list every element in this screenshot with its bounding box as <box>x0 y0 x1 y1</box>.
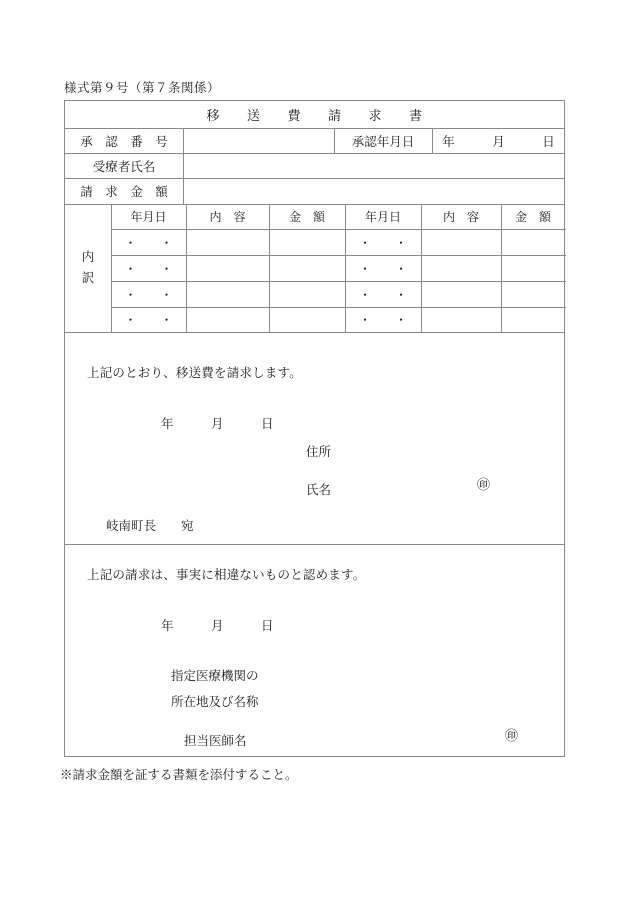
table-row-3-date-right[interactable]: ・ ・ <box>358 287 407 302</box>
claimant-statement: 上記のとおり、移送費を請求します。 <box>87 365 302 380</box>
claimant-seal-icon: ㊞ <box>477 478 491 493</box>
claimant-address-label: 住所 <box>306 444 332 459</box>
rule-breakdown-col-4 <box>421 204 422 332</box>
table-row-1-content-left[interactable] <box>186 229 269 255</box>
breakdown-side-label <box>65 204 111 332</box>
table-row-3-content-left[interactable] <box>186 281 269 307</box>
rule-approval-date-value-col <box>432 128 433 153</box>
breakdown-col-header-date-left: 年月日 <box>130 210 167 224</box>
rule-breakdown-col-1 <box>186 204 187 332</box>
table-row-4-amount-left[interactable] <box>269 307 345 332</box>
rule-breakdown-col-5 <box>501 204 502 332</box>
claimant-name-label: 氏名 <box>306 482 332 497</box>
form-number: 様式第９号（第７条関係） <box>64 80 221 95</box>
table-row-1-date-right[interactable]: ・ ・ <box>358 235 407 250</box>
rule-patient-label-col <box>183 153 184 178</box>
table-row-2-content-right[interactable] <box>421 255 501 281</box>
rule-approval-date-col <box>334 128 335 153</box>
table-row-2-date-right[interactable]: ・ ・ <box>358 261 407 276</box>
approval-date-label: 承認年月日 <box>351 133 415 149</box>
table-row-4-date-left[interactable]: ・ ・ <box>124 313 173 327</box>
table-row-4-content-left[interactable] <box>186 307 269 332</box>
table-row-3-amount-right[interactable] <box>501 281 565 307</box>
rule-breakdown-side-col <box>111 204 112 332</box>
patient-name-label: 受療者氏名 <box>92 158 156 174</box>
claim-amount-value[interactable] <box>183 178 565 204</box>
form-outer-frame <box>64 100 565 757</box>
breakdown-side-char-2: 訳 <box>81 270 95 285</box>
physician-statement: 上記の請求は、事実に相違ないものと認めます。 <box>87 567 366 582</box>
table-row-2-date-left[interactable]: ・ ・ <box>124 261 173 276</box>
table-row-2-amount-right[interactable] <box>501 255 565 281</box>
breakdown-col-header-content-right: 内 容 <box>442 210 479 224</box>
institution-label-line-2: 所在地及び名称 <box>171 694 259 709</box>
table-row-3-date-left[interactable]: ・ ・ <box>124 287 173 302</box>
table-row-1-date-left[interactable]: ・ ・ <box>124 235 173 250</box>
rule-approval-label-col <box>183 128 184 153</box>
claimant-date-line[interactable]: 年 月 日 <box>161 416 274 431</box>
physician-date-line[interactable]: 年 月 日 <box>161 618 274 633</box>
claim-amount-label: 請 求 金 額 <box>80 184 168 199</box>
patient-name-value[interactable] <box>183 153 565 178</box>
breakdown-col-header-date-right: 年月日 <box>364 210 401 224</box>
table-row-1-amount-right[interactable] <box>501 229 565 255</box>
physician-name-label: 担当医師名 <box>184 733 247 748</box>
breakdown-col-header-content-left: 内 容 <box>209 210 246 224</box>
addressee-line: 岐南町長 宛 <box>106 518 194 533</box>
breakdown-side-char-1: 内 <box>81 249 95 265</box>
rule-breakdown-col-2 <box>269 204 270 332</box>
table-row-1-content-right[interactable] <box>421 229 501 255</box>
breakdown-col-header-amount-left: 金 額 <box>288 210 325 224</box>
rule-between-sections <box>65 544 564 545</box>
table-row-4-date-right[interactable]: ・ ・ <box>358 313 407 327</box>
table-row-1-amount-left[interactable] <box>269 229 345 255</box>
table-row-3-content-right[interactable] <box>421 281 501 307</box>
table-row-3-amount-left[interactable] <box>269 281 345 307</box>
table-row-4-content-right[interactable] <box>421 307 501 332</box>
table-row-2-amount-left[interactable] <box>269 255 345 281</box>
breakdown-col-header-amount-right: 金 額 <box>514 210 551 224</box>
form-title-row <box>65 101 564 128</box>
institution-label-line-1: 指定医療機関の <box>171 668 259 683</box>
rule-breakdown-col-3 <box>345 204 346 332</box>
rule-amount-label-col <box>183 178 184 204</box>
approval-number-value[interactable] <box>183 128 334 153</box>
table-row-2-content-left[interactable] <box>186 255 269 281</box>
approval-date-value[interactable]: 年 月 日 <box>442 133 555 149</box>
table-row-4-amount-right[interactable] <box>501 307 565 332</box>
footnote: ※請求金額を証する書類を添付すること。 <box>60 767 298 782</box>
physician-seal-icon: ㊞ <box>505 729 519 744</box>
rule-below-breakdown <box>65 332 564 333</box>
form-title: 移 送 費 請 求 書 <box>206 109 423 124</box>
approval-number-label: 承 認 番 号 <box>80 133 168 149</box>
